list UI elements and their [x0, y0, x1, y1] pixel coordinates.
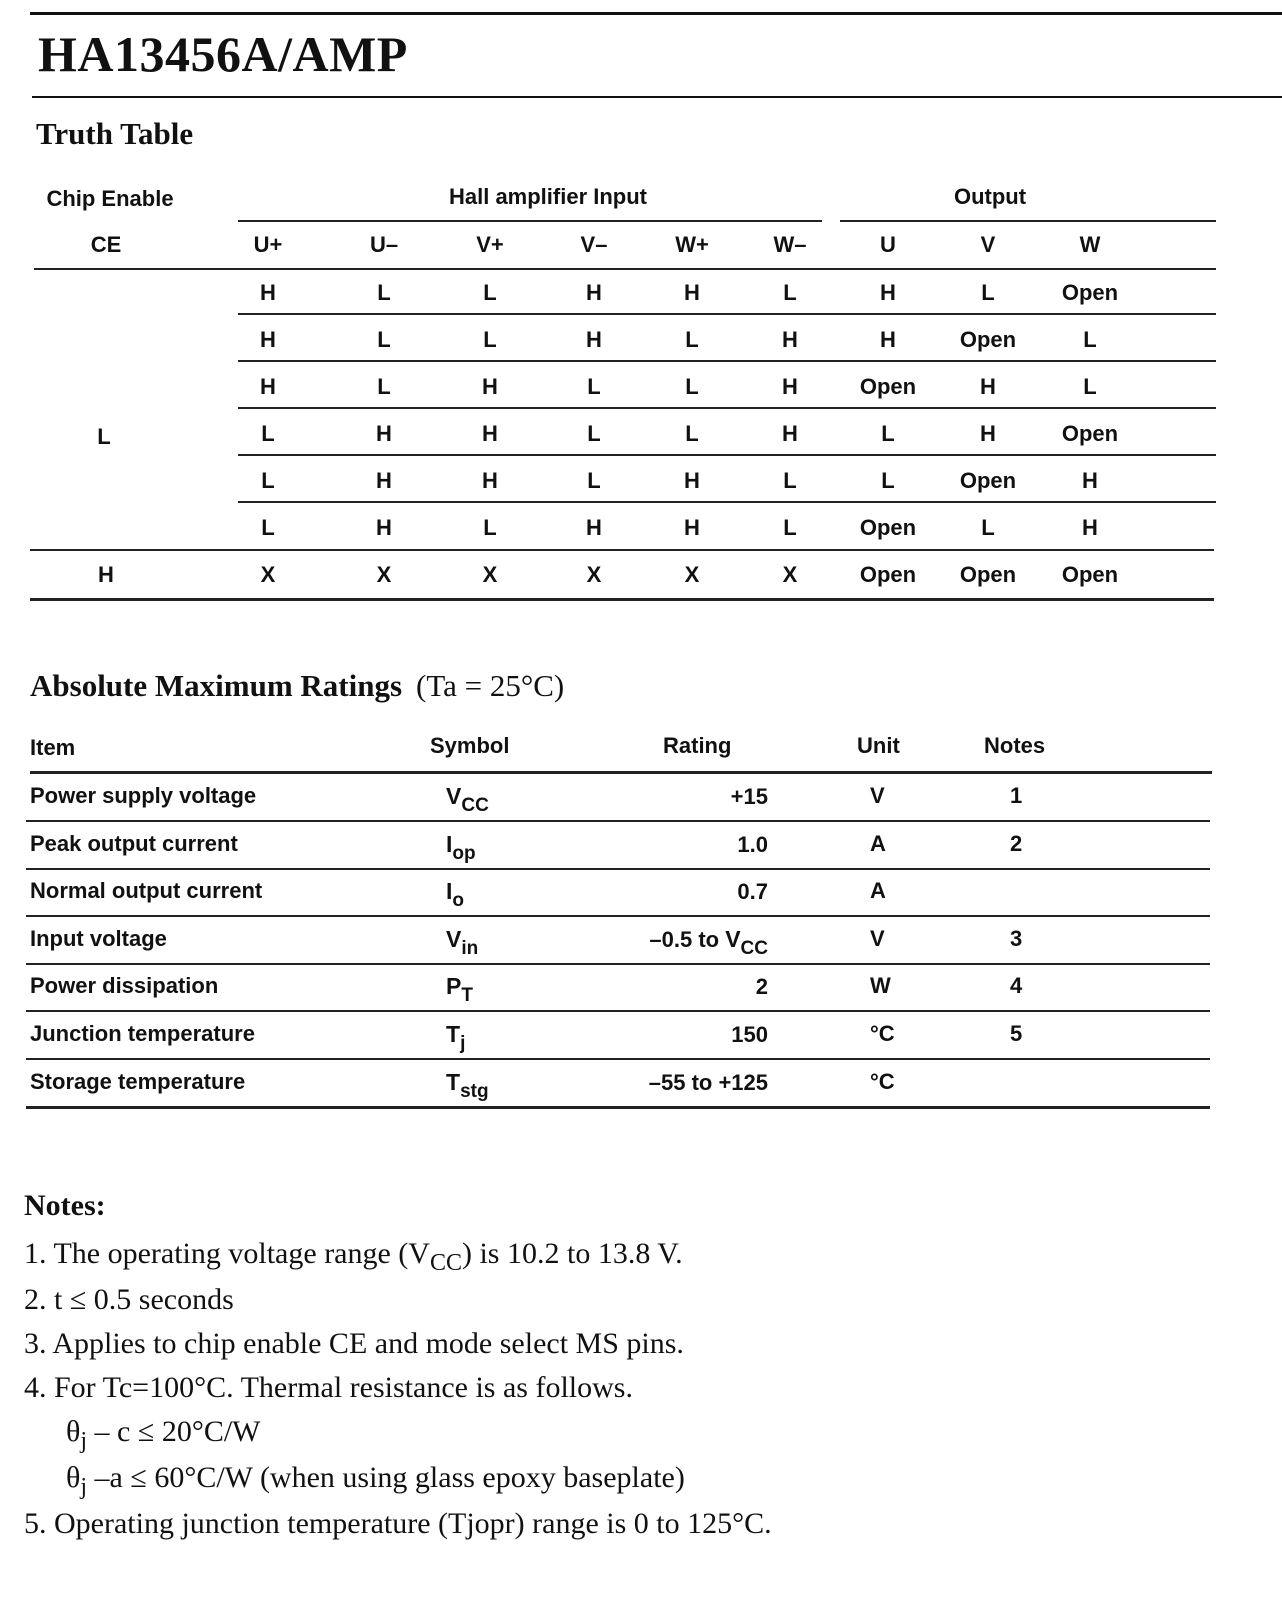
truth-table-cell: Open: [959, 562, 1017, 587]
note-1-text-end: ) is 10.2 to 13.8 V.: [461, 1237, 683, 1270]
truth-table-cell: H: [482, 421, 498, 446]
truth-table-cell: L: [483, 515, 497, 540]
symbol-subscript: o: [452, 890, 464, 911]
truth-table-cell: H: [260, 374, 276, 399]
truth-table-row-rule: [238, 454, 1216, 456]
truth-table-cell: H: [260, 327, 276, 352]
rating-symbol: [446, 925, 478, 963]
truth-table-cell: H: [260, 280, 276, 305]
rating-value: [649, 925, 768, 963]
truth-table-cell: H: [782, 327, 798, 352]
note-4-junction-case: [66, 1414, 260, 1459]
note-4: 4. For Tc=100°C. Thermal resistance is as follows.: [24, 1371, 633, 1404]
rating-unit: V: [870, 783, 885, 808]
truth-table-column-header: V: [980, 232, 996, 257]
rating-item: Power dissipation: [30, 973, 219, 998]
group-header-chip-enable: Chip Enable: [46, 186, 174, 211]
rating-item: Junction temperature: [30, 1021, 255, 1046]
truth-table-column-header: V+: [476, 232, 504, 257]
truth-table-cell: X: [782, 562, 798, 587]
truth-table-cell: H: [684, 280, 700, 305]
truth-table-cell: H: [980, 374, 996, 399]
truth-table-cell: H: [376, 421, 392, 446]
ratings-header-unit: Unit: [857, 733, 900, 758]
truth-table-cell: L: [783, 515, 797, 540]
rating-text: 2: [755, 974, 768, 999]
rating-unit: °C: [870, 1021, 895, 1046]
rating-unit: W: [870, 973, 891, 998]
truth-table-cell: L: [261, 421, 275, 446]
truth-table-row-rule: [238, 407, 1216, 409]
ratings-row-rule: [26, 1106, 1210, 1109]
ratings-header-rating: Rating: [663, 733, 732, 758]
truth-table-cell: Open: [859, 374, 917, 399]
rating-note: 2: [1010, 831, 1023, 856]
truth-table-cell: Open: [959, 468, 1017, 493]
hall-group-rule: [238, 220, 822, 222]
header-rule: [34, 268, 1216, 270]
truth-table-cell: Open: [859, 515, 917, 540]
symbol-subscript: CC: [461, 795, 489, 816]
truth-table-cell: L: [881, 421, 895, 446]
ratings-header-item: Item: [30, 735, 76, 760]
truth-table-cell: L: [483, 280, 497, 305]
rating-unit: A: [870, 831, 886, 856]
page-title: HA13456A/AMP: [38, 26, 408, 82]
note-4b-text: –a ≤ 60°C/W (when using glass epoxy baseplate): [87, 1461, 685, 1494]
truth-table-cell: L: [587, 468, 601, 493]
rating-item: Normal output current: [30, 878, 263, 903]
truth-table-cell: L: [587, 374, 601, 399]
theta-subscript: j: [80, 1428, 88, 1454]
note-1: [24, 1236, 683, 1281]
rating-text: 0.7: [737, 879, 768, 904]
output-group-rule: [840, 220, 1216, 222]
truth-table-cell: H: [880, 280, 896, 305]
ce-high-rule: [30, 549, 1214, 551]
truth-table-cell: H: [684, 468, 700, 493]
ratings-row-rule: [26, 1010, 1210, 1012]
ratings-header-notes: Notes: [984, 733, 1046, 758]
truth-table-column-header: U–: [369, 232, 399, 257]
group-header-output: Output: [953, 184, 1027, 209]
truth-table-cell: H: [782, 374, 798, 399]
truth-table-column-header: W: [1079, 232, 1101, 257]
rating-symbol: [446, 877, 464, 915]
truth-table-cell: H: [482, 468, 498, 493]
rating-item: Power supply voltage: [30, 783, 257, 808]
truth-table-cell: Open: [859, 562, 917, 587]
note-2: 2. t ≤ 0.5 seconds: [24, 1283, 234, 1316]
symbol-subscript: op: [452, 843, 476, 864]
rating-symbol: [446, 1020, 465, 1058]
rating-item: Storage temperature: [30, 1069, 246, 1094]
ratings-row-rule: [26, 820, 1210, 822]
truth-table-cell: H: [98, 562, 114, 587]
truth-table-cell: H: [376, 515, 392, 540]
rating-item: Peak output current: [30, 831, 238, 856]
rating-item: Input voltage: [30, 926, 167, 951]
symbol-subscript: in: [461, 938, 479, 959]
truth-table-cell: L: [981, 515, 995, 540]
theta-symbol: θ: [66, 1461, 81, 1494]
truth-table-cell: X: [482, 562, 498, 587]
truth-table-cell: X: [376, 562, 392, 587]
rating-symbol: V: [725, 926, 741, 952]
truth-table-cell: H: [376, 468, 392, 493]
rating-text: –0.5 to: [649, 927, 726, 952]
truth-table-cell: H: [1082, 515, 1098, 540]
note-4a-text: – c ≤ 20°C/W: [87, 1415, 261, 1448]
rating-value: [737, 830, 768, 868]
ratings-row-rule: [26, 963, 1210, 965]
theta-subscript: j: [80, 1474, 88, 1500]
note-1-text: 1. The operating voltage range (V: [24, 1237, 430, 1270]
truth-table-cell: L: [587, 421, 601, 446]
theta-symbol: θ: [66, 1415, 81, 1448]
rating-symbol: [446, 972, 473, 1010]
truth-table-cell: H: [880, 327, 896, 352]
truth-table-cell: H: [1082, 468, 1098, 493]
rating-text: 150: [731, 1022, 768, 1047]
rating-symbol: [446, 830, 476, 868]
truth-table-column-header: U+: [253, 232, 283, 257]
truth-table-column-header: W+: [675, 232, 709, 257]
symbol-letter: I: [446, 878, 453, 904]
truth-table-cell: H: [586, 515, 602, 540]
truth-table-cell: L: [377, 327, 391, 352]
ratings-heading: [30, 668, 564, 704]
symbol-letter: I: [446, 831, 453, 857]
rating-value: [649, 1068, 768, 1106]
truth-table-cell: L: [261, 468, 275, 493]
truth-table-cell: L: [1083, 327, 1097, 352]
ratings-title: Absolute Maximum Ratings: [30, 668, 403, 703]
ratings-header-symbol: Symbol: [430, 733, 510, 758]
truth-table-cell: L: [483, 327, 497, 352]
rating-note: 4: [1010, 973, 1023, 998]
truth-table-cell: L: [685, 374, 699, 399]
symbol-subscript: stg: [460, 1081, 489, 1102]
symbol-letter: T: [446, 1021, 461, 1047]
symbol-letter: P: [446, 973, 462, 999]
truth-table-cell: L: [881, 468, 895, 493]
truth-table-column-header: U: [880, 232, 896, 257]
truth-table-heading: Truth Table: [36, 116, 194, 151]
rating-value: [731, 1020, 768, 1058]
truth-table-column-header: W–: [773, 232, 807, 257]
truth-table-row-rule: [238, 313, 1216, 315]
truth-table-cell: X: [260, 562, 276, 587]
symbol-subscript: j: [460, 1033, 466, 1054]
rating-symbol: [446, 1068, 489, 1106]
rating-text: 1.0: [737, 832, 768, 857]
notes-heading: Notes:: [24, 1189, 106, 1222]
rating-unit: A: [870, 878, 886, 903]
ce-low-value: L: [97, 424, 111, 449]
truth-table-cell: L: [377, 280, 391, 305]
note-4-junction-ambient: [66, 1460, 685, 1505]
symbol-letter: V: [446, 926, 462, 952]
truth-table-bottom-rule: [30, 598, 1214, 601]
rating-text: +15: [730, 784, 768, 809]
rating-subscript: CC: [740, 938, 768, 959]
truth-table-cell: H: [586, 280, 602, 305]
rating-text: –55 to +125: [648, 1070, 768, 1095]
rating-note: 5: [1010, 1021, 1023, 1046]
rating-value: [731, 782, 768, 820]
ratings-condition: (Ta = 25°C): [416, 668, 565, 703]
note-5: 5. Operating junction temperature (Tjopr) range is 0 to 125°C.: [24, 1507, 772, 1540]
ratings-header-rule: [30, 771, 1212, 774]
truth-table-cell: L: [685, 327, 699, 352]
note-3: 3. Applies to chip enable CE and mode select MS pins.: [24, 1327, 684, 1360]
rating-note: 1: [1010, 783, 1023, 808]
symbol-letter: V: [446, 783, 462, 809]
truth-table-column-header: CE: [90, 232, 122, 257]
ratings-row-rule: [26, 1058, 1210, 1060]
truth-table-cell: X: [684, 562, 700, 587]
rating-value: [756, 972, 768, 1010]
truth-table-cell: H: [980, 421, 996, 446]
rating-symbol: [446, 782, 489, 820]
truth-table-cell: H: [586, 327, 602, 352]
rating-unit: °C: [870, 1069, 895, 1094]
truth-table-cell: L: [981, 280, 995, 305]
note-1-subscript: CC: [429, 1250, 462, 1276]
truth-table-cell: H: [684, 515, 700, 540]
truth-table-cell: Open: [959, 327, 1017, 352]
symbol-subscript: T: [461, 985, 473, 1006]
truth-table: [0, 0, 1282, 640]
group-header-hall-input: Hall amplifier Input: [448, 184, 648, 209]
truth-table-row-rule: [238, 501, 1216, 503]
rating-note: 3: [1010, 926, 1023, 951]
truth-table-column-header: V–: [580, 232, 608, 257]
rating-value: [737, 877, 768, 915]
truth-table-cell: Open: [1061, 280, 1119, 305]
truth-table-row-rule: [238, 360, 1216, 362]
truth-table-cell: X: [586, 562, 602, 587]
truth-table-cell: L: [783, 468, 797, 493]
truth-table-cell: H: [782, 421, 798, 446]
symbol-letter: T: [446, 1069, 461, 1095]
truth-table-cell: L: [783, 280, 797, 305]
ratings-row-rule: [26, 915, 1210, 917]
rating-unit: V: [870, 926, 885, 951]
truth-table-cell: L: [377, 374, 391, 399]
truth-table-cell: L: [685, 421, 699, 446]
ratings-row-rule: [26, 868, 1210, 870]
truth-table-cell: H: [482, 374, 498, 399]
truth-table-cell: L: [1083, 374, 1097, 399]
truth-table-cell: Open: [1061, 562, 1119, 587]
truth-table-cell: Open: [1061, 421, 1119, 446]
truth-table-cell: L: [261, 515, 275, 540]
